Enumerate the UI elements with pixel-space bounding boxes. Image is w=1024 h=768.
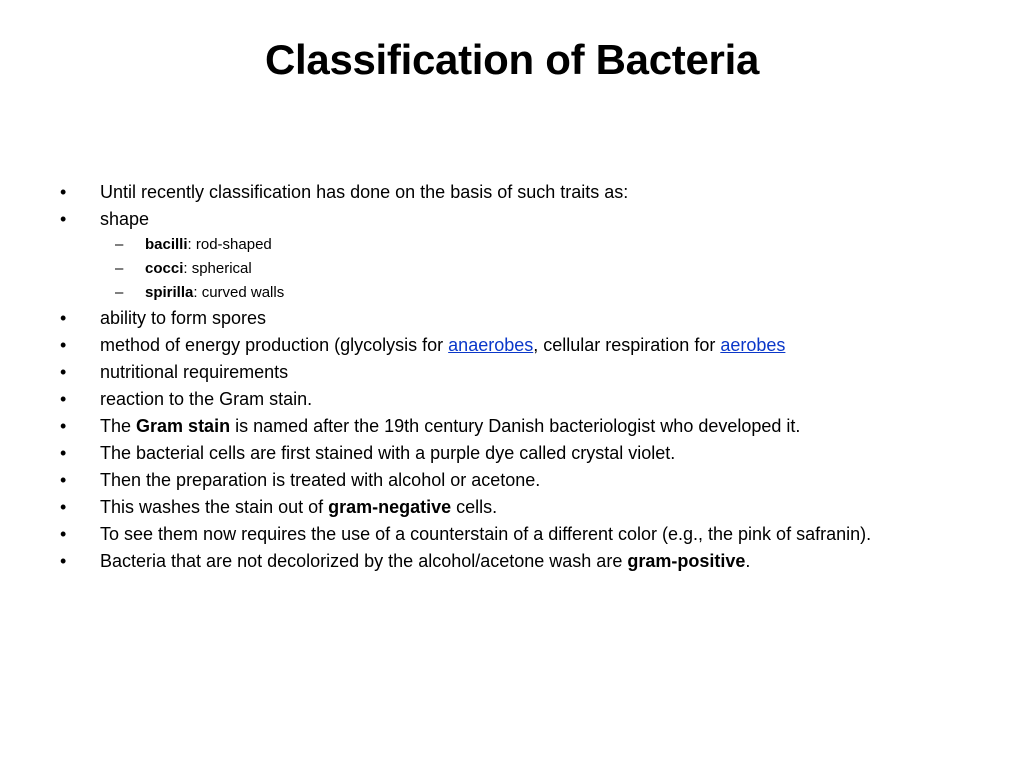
term-definition: : rod-shaped	[187, 236, 272, 253]
bullet-marker: •	[60, 362, 67, 382]
slide-title: Classification of Bacteria	[264, 36, 760, 83]
bullet-marker: •	[60, 389, 67, 409]
bullet-text: nutritional requirements	[100, 362, 289, 382]
bullet-marker: •	[60, 443, 67, 463]
bullet-item	[58, 180, 958, 205]
sub-bullet-item	[58, 234, 958, 256]
bullet-text: reaction to the Gram stain.	[100, 389, 313, 409]
gram-positive-bold: gram-positive	[627, 551, 746, 571]
bullet-marker: •	[60, 308, 67, 328]
bullet-text: cells.	[451, 497, 498, 517]
bullet-marker: •	[60, 182, 67, 202]
dash-marker: –	[115, 284, 124, 301]
gram-negative-bold: gram-negative	[328, 497, 452, 517]
bullet-item	[58, 333, 958, 358]
bullet-text: The	[100, 416, 137, 436]
bullet-text: method of energy production (glycolysis for	[100, 335, 449, 355]
bullet-text: is named after the 19th century Danish bacteriologist who developed it.	[230, 416, 801, 436]
bullet-marker: •	[60, 416, 67, 436]
bullet-marker: •	[60, 335, 67, 355]
sub-bullet-item	[58, 258, 958, 280]
bullet-text: The bacterial cells are first stained with a purple dye called crystal violet.	[100, 443, 676, 463]
bullet-list	[58, 180, 958, 576]
bullet-text: To see them now requires the use of a counterstain of a different color (e.g., the pink of safranin).	[100, 524, 872, 544]
dash-marker: –	[115, 260, 124, 277]
bullet-item	[58, 360, 958, 385]
bullet-text: ability to form spores	[100, 308, 267, 328]
bullet-item	[58, 522, 958, 547]
bullet-item	[58, 441, 958, 466]
sub-bullet-item	[58, 282, 958, 304]
bullet-item	[58, 468, 958, 493]
term-bold: bacilli	[145, 236, 188, 253]
gram-stain-bold: Gram stain	[136, 416, 231, 436]
term-definition: : spherical	[183, 260, 252, 277]
anaerobes-link[interactable]: anaerobes	[448, 335, 534, 355]
bullet-marker: •	[60, 470, 67, 490]
bullet-text: shape	[100, 209, 150, 229]
bullet-item	[58, 387, 958, 412]
aerobes-link[interactable]: aerobes	[720, 335, 786, 355]
term-definition: : curved walls	[193, 284, 285, 301]
dash-marker: –	[115, 236, 124, 253]
bullet-text: Then the preparation is treated with alcohol or acetone.	[100, 470, 541, 490]
term-bold: spirilla	[145, 284, 194, 301]
bullet-text: Bacteria that are not decolorized by the alcohol/acetone wash are	[100, 551, 628, 571]
bullet-text: Until recently classification has done on the basis of such traits as:	[100, 182, 629, 202]
bullet-item	[58, 414, 958, 439]
bullet-marker: •	[60, 209, 67, 229]
term-bold: cocci	[145, 260, 184, 277]
bullet-text: , cellular respiration for	[533, 335, 721, 355]
bullet-marker: •	[60, 524, 67, 544]
bullet-marker: •	[60, 551, 67, 571]
bullet-item	[58, 207, 958, 232]
bullet-text: .	[745, 551, 751, 571]
bullet-text: This washes the stain out of	[100, 497, 329, 517]
bullet-marker: •	[60, 497, 67, 517]
bullet-item	[58, 495, 958, 520]
bullet-item	[58, 549, 958, 574]
bullet-item	[58, 306, 958, 331]
